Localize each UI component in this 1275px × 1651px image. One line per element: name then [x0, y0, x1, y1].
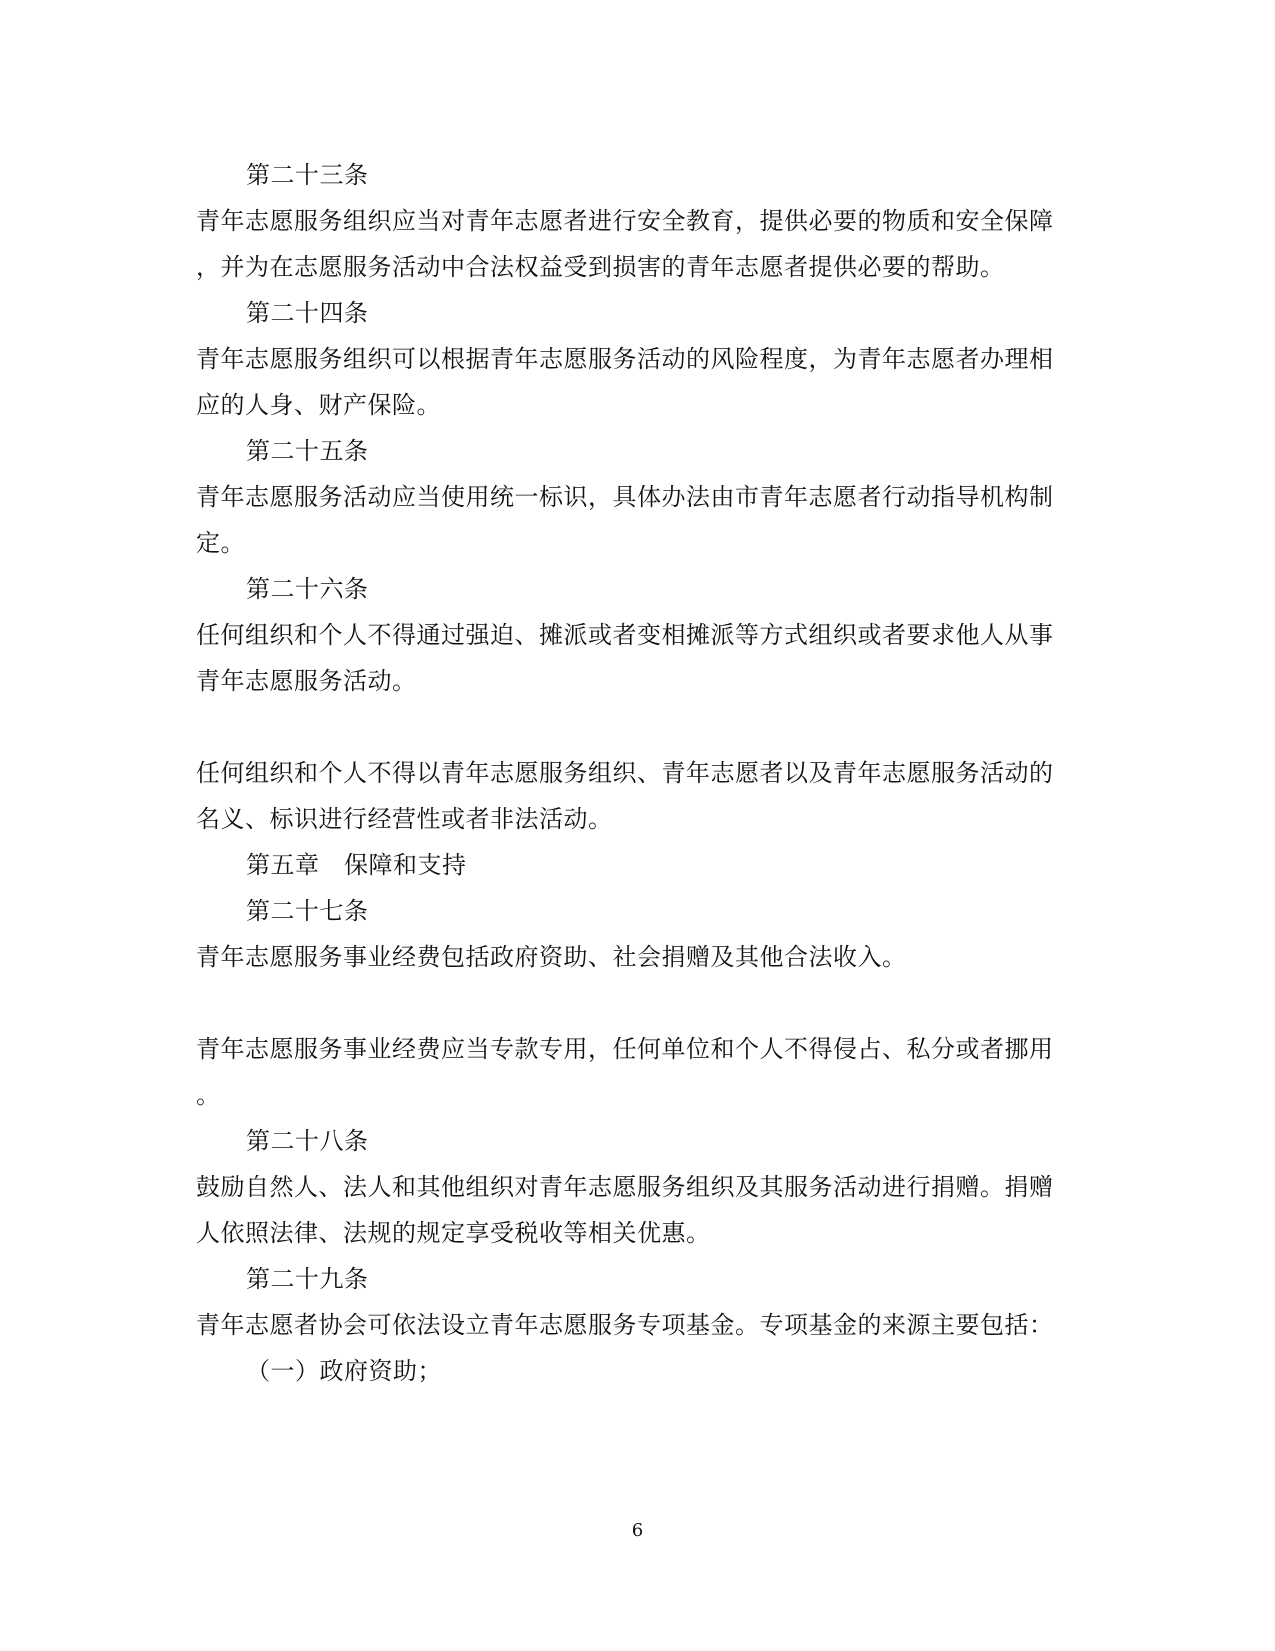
paragraph-line: 名义、标识进行经营性或者非法活动。 — [196, 805, 613, 833]
paragraph-line: 青年志愿服务事业经费包括政府资助、社会捐赠及其他合法收入。 — [196, 943, 907, 971]
list-item: （一）政府资助； — [246, 1357, 442, 1385]
paragraph-line: 鼓励自然人、法人和其他组织对青年志愿服务组织及其服务活动进行捐赠。捐赠 — [196, 1173, 1054, 1201]
paragraph-line: 任何组织和个人不得以青年志愿服务组织、青年志愿者以及青年志愿服务活动的 — [196, 759, 1054, 787]
paragraph-line: 青年志愿者协会可依法设立青年志愿服务专项基金。专项基金的来源主要包括： — [196, 1311, 1054, 1339]
paragraph-line: ，并为在志愿服务活动中合法权益受到损害的青年志愿者提供必要的帮助。 — [196, 253, 1005, 281]
paragraph-line: 青年志愿服务组织可以根据青年志愿服务活动的风险程度，为青年志愿者办理相 — [196, 345, 1054, 373]
paragraph-line: 人依照法律、法规的规定享受税收等相关优惠。 — [196, 1219, 711, 1247]
paragraph-line: 青年志愿服务活动。 — [196, 667, 417, 695]
chapter-heading-5: 第五章 保障和支持 — [246, 851, 467, 879]
paragraph-line: 。 — [196, 1081, 221, 1109]
article-heading-25: 第二十五条 — [246, 437, 369, 465]
page-number: 6 — [631, 1520, 644, 1541]
article-heading-23: 第二十三条 — [246, 161, 369, 189]
paragraph-line: 青年志愿服务组织应当对青年志愿者进行安全教育，提供必要的物质和安全保障 — [196, 207, 1054, 235]
article-heading-24: 第二十四条 — [246, 299, 369, 327]
paragraph-line: 青年志愿服务事业经费应当专款专用，任何单位和个人不得侵占、私分或者挪用 — [196, 1035, 1054, 1063]
paragraph-line: 任何组织和个人不得通过强迫、摊派或者变相摊派等方式组织或者要求他人从事 — [196, 621, 1054, 649]
paragraph-line: 青年志愿服务活动应当使用统一标识，具体办法由市青年志愿者行动指导机构制 — [196, 483, 1054, 511]
article-heading-29: 第二十九条 — [246, 1265, 369, 1293]
paragraph-line: 应的人身、财产保险。 — [196, 391, 441, 419]
article-heading-27: 第二十七条 — [246, 897, 369, 925]
paragraph-line: 定。 — [196, 529, 245, 557]
article-heading-26: 第二十六条 — [246, 575, 369, 603]
article-heading-28: 第二十八条 — [246, 1127, 369, 1155]
